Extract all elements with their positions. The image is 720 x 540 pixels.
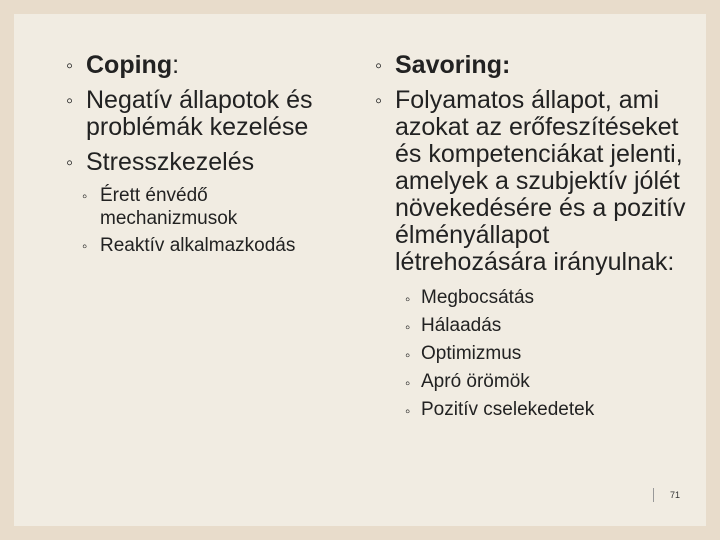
bullet-icon: [405, 314, 410, 342]
sub-list-item: [369, 340, 699, 368]
sub-list-item-text: Optimizmus: [421, 343, 522, 364]
left-column: [60, 52, 320, 261]
bullet-icon: [405, 342, 410, 370]
sub-list-item-text: Pozitív cselekedetek: [421, 399, 595, 420]
bullet-icon: [82, 235, 87, 258]
sub-list-item: [369, 396, 699, 424]
coping-term: Coping: [86, 51, 173, 79]
bullet-icon: [66, 88, 73, 115]
bullet-icon: [375, 88, 382, 115]
savoring-description-text: Folyamatos állapot, ami azokat az erőfeszítéseket és kompetenciákat jelenti, amelyek a szubjektív jólét növekedésére és a pozitív élményállapot létrehozására irányulnak:: [395, 86, 686, 276]
sub-list-item: [369, 368, 699, 396]
savoring-heading: [369, 52, 699, 79]
stress-sublist: [60, 184, 320, 257]
list-item-text: Negatív állapotok és problémák kezelése: [86, 86, 313, 141]
sub-list-item: [369, 284, 699, 312]
page-number: 71: [653, 488, 680, 502]
sub-list-item-text: Érett énvédő mechanizmusok: [100, 185, 238, 229]
list-item: [60, 87, 320, 141]
coping-heading: [60, 52, 320, 79]
slide: [14, 14, 706, 526]
bullet-icon: [405, 286, 410, 314]
list-item-text: Stresszkezelés: [86, 148, 255, 176]
bullet-icon: [405, 370, 410, 398]
savoring-description: [369, 87, 699, 276]
sub-list-item-text: Hálaadás: [421, 315, 502, 336]
sub-list-item: [60, 234, 320, 257]
sub-list-item-text: Reaktív alkalmazkodás: [100, 235, 296, 256]
bullet-icon: [375, 53, 382, 80]
savoring-sublist: [369, 284, 699, 424]
savoring-term: Savoring:: [395, 51, 511, 79]
coping-colon: :: [172, 51, 180, 79]
sub-list-item: [60, 184, 320, 230]
bullet-icon: [66, 150, 73, 177]
sub-list-item-text: Apró örömök: [421, 371, 530, 392]
bullet-icon: [66, 53, 73, 80]
bullet-icon: [405, 398, 410, 426]
bullet-icon: [82, 185, 87, 208]
sub-list-item-text: Megbocsátás: [421, 287, 535, 308]
right-column: [369, 52, 699, 424]
sub-list-item: [369, 312, 699, 340]
list-item: [60, 149, 320, 176]
